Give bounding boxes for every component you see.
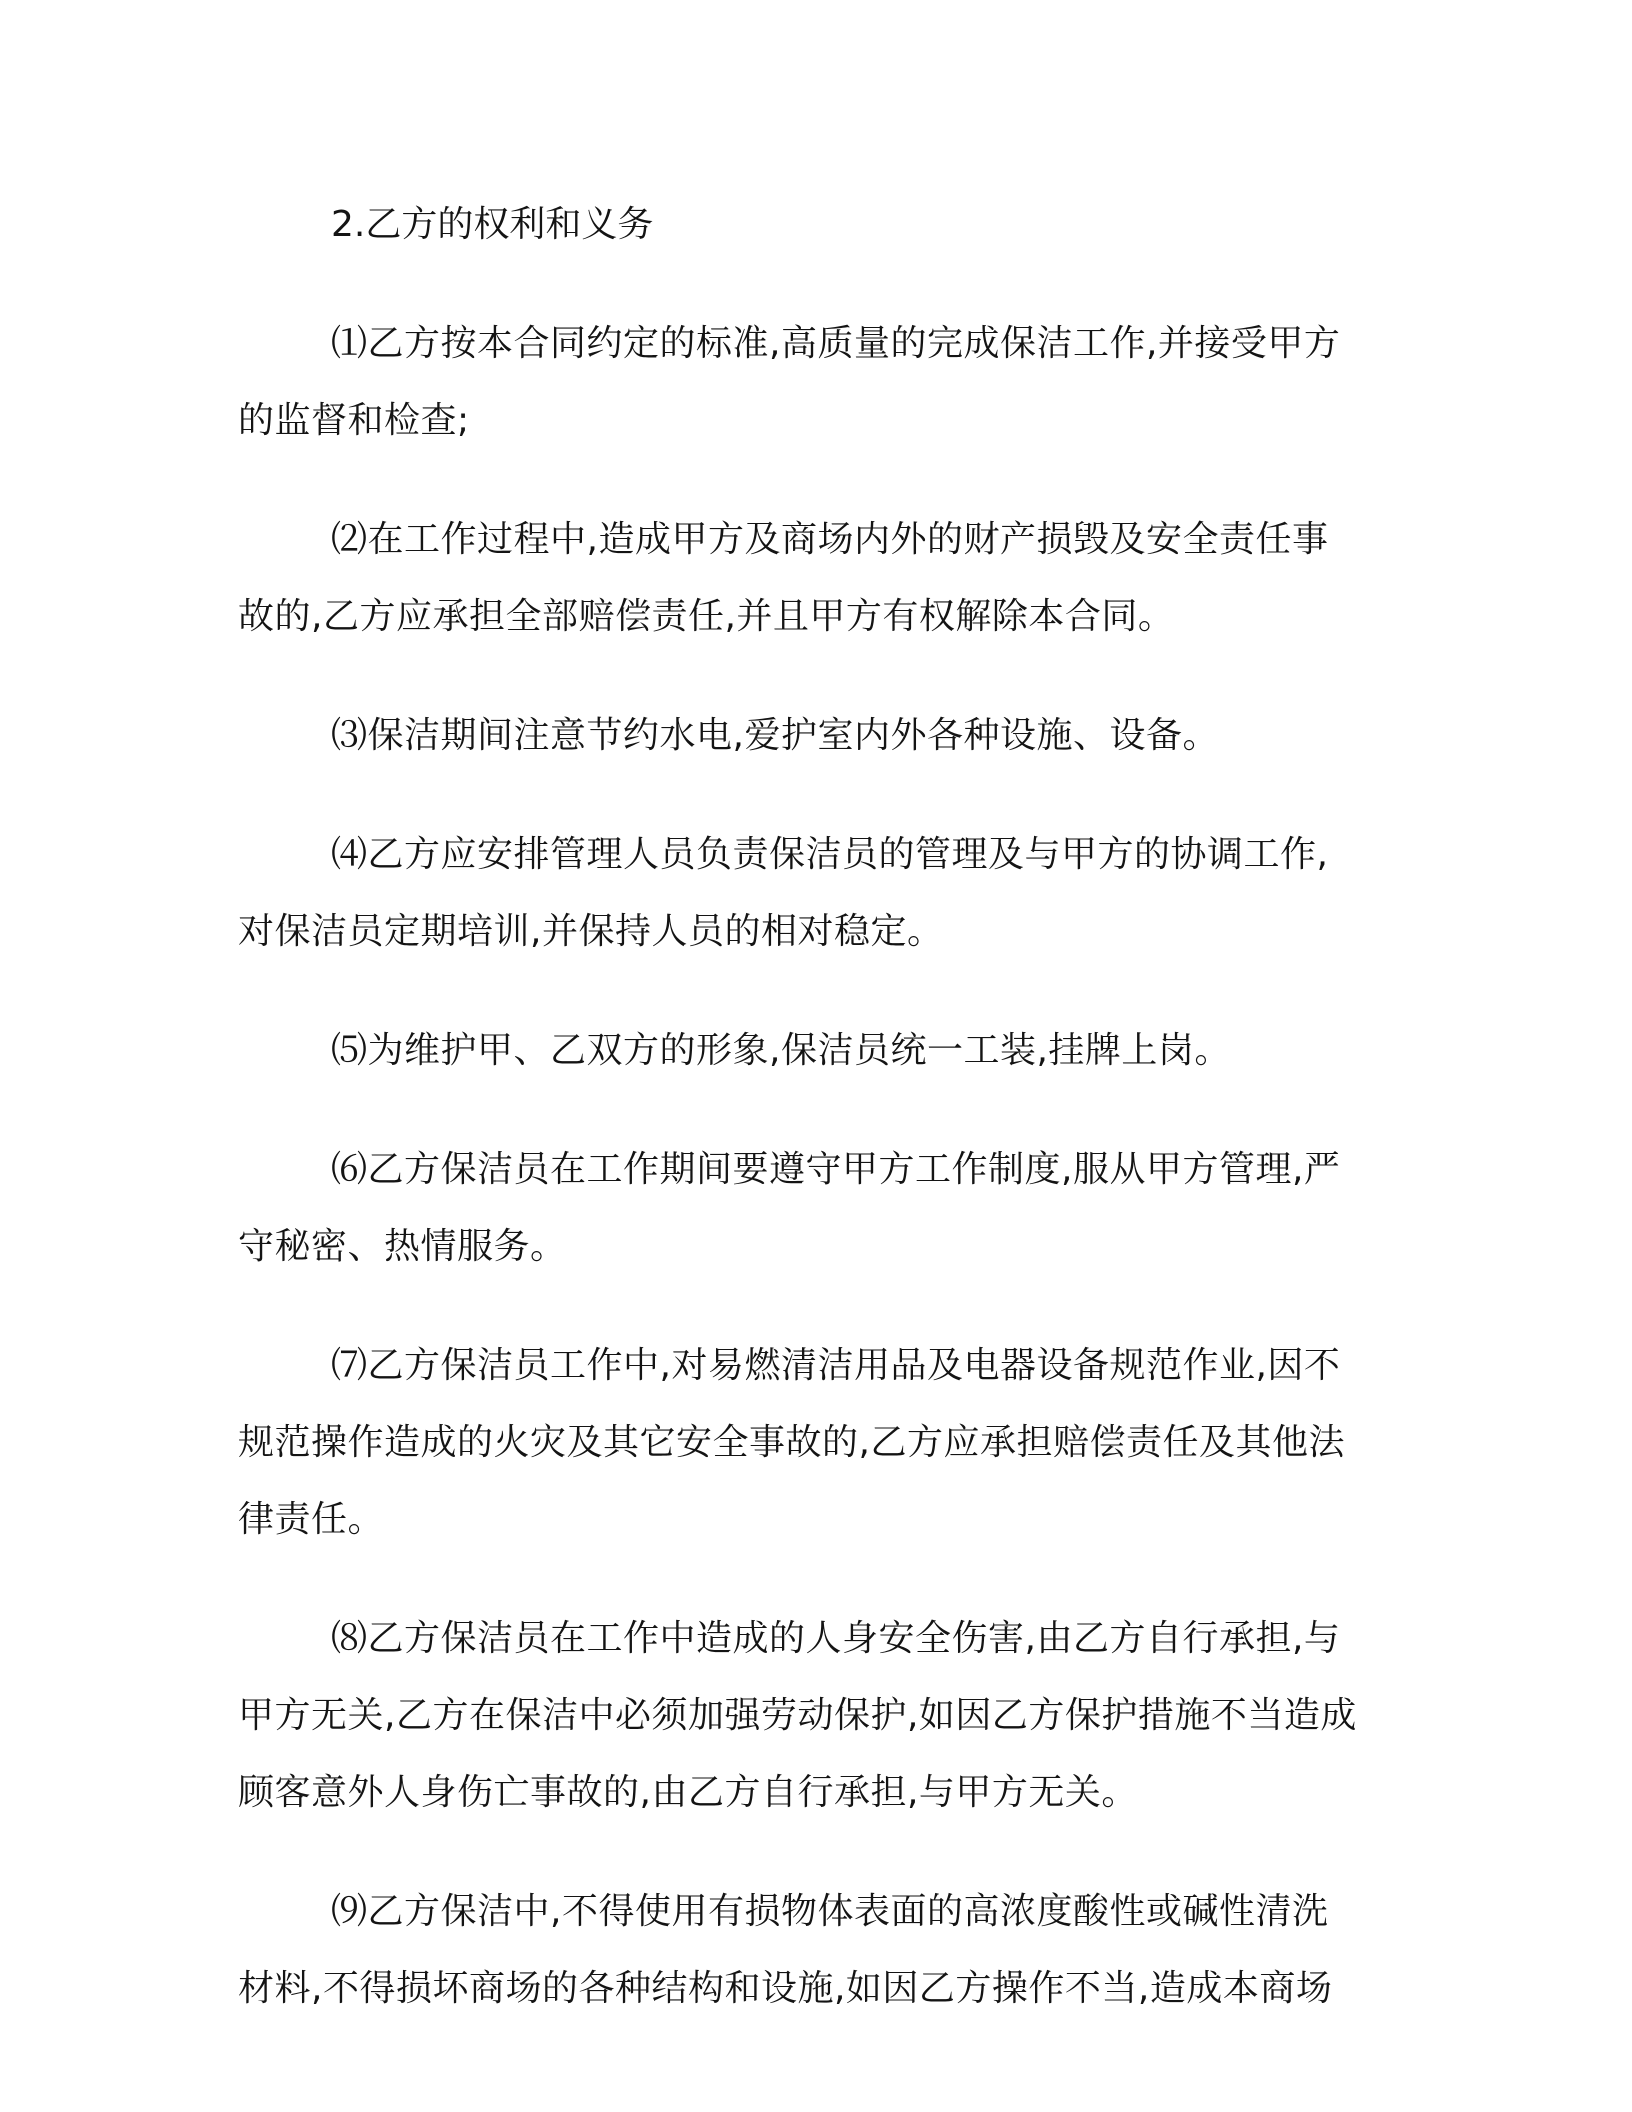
paragraph-item <box>238 1131 1388 1285</box>
paragraph-line: 规范操作造成的火灾及其它安全事故的,乙方应承担赔偿责任及其他法 <box>238 1422 1345 1463</box>
paragraph-item <box>238 1327 1388 1558</box>
paragraph-line: 的监督和检查; <box>238 400 470 441</box>
paragraph-line: ⑶保洁期间注意节约水电,爱护室内外各种设施、设备。 <box>331 715 1219 756</box>
paragraph-item <box>238 697 1388 774</box>
paragraph-line: ⑸为维护甲、乙双方的形象,保洁员统一工装,挂牌上岗。 <box>331 1030 1231 1071</box>
paragraph-item <box>238 305 1388 459</box>
paragraph-line: ⑴乙方按本合同约定的标准,高质量的完成保洁工作,并接受甲方 <box>331 323 1341 364</box>
paragraph-item <box>238 501 1388 655</box>
paragraph-item <box>238 1600 1388 1831</box>
paragraph-line: 律责任。 <box>238 1499 385 1540</box>
paragraph-line: 材料,不得损坏商场的各种结构和设施,如因乙方操作不当,造成本商场 <box>238 1968 1333 2009</box>
paragraph-line: ⑺乙方保洁员工作中,对易燃清洁用品及电器设备规范作业,因不 <box>331 1345 1341 1386</box>
paragraph-line: ⑹乙方保洁员在工作期间要遵守甲方工作制度,服从甲方管理,严 <box>331 1149 1341 1190</box>
paragraph-item <box>238 1873 1388 2027</box>
paragraph-list <box>238 305 1388 2027</box>
paragraph-line: 对保洁员定期培训,并保持人员的相对稳定。 <box>238 911 944 952</box>
paragraph-line: 守秘密、热情服务。 <box>238 1226 567 1267</box>
paragraph-line: ⑻乙方保洁员在工作中造成的人身安全伤害,由乙方自行承担,与 <box>331 1618 1341 1659</box>
paragraph-item <box>238 816 1388 970</box>
paragraph-item <box>238 1012 1388 1089</box>
section-heading: 2.乙方的权利和义务 <box>331 204 654 245</box>
paragraph-line: ⑵在工作过程中,造成甲方及商场内外的财产损毁及安全责任事 <box>331 519 1329 560</box>
paragraph-line: ⑷乙方应安排管理人员负责保洁员的管理及与甲方的协调工作, <box>331 834 1329 875</box>
document-body <box>238 186 1388 2069</box>
paragraph-line: 顾客意外人身伤亡事故的,由乙方自行承担,与甲方无关。 <box>238 1772 1138 1813</box>
paragraph-line: 甲方无关,乙方在保洁中必须加强劳动保护,如因乙方保护措施不当造成 <box>238 1695 1357 1736</box>
paragraph-line: ⑼乙方保洁中,不得使用有损物体表面的高浓度酸性或碱性清洗 <box>331 1891 1329 1932</box>
paragraph-line: 故的,乙方应承担全部赔偿责任,并且甲方有权解除本合同。 <box>238 596 1175 637</box>
